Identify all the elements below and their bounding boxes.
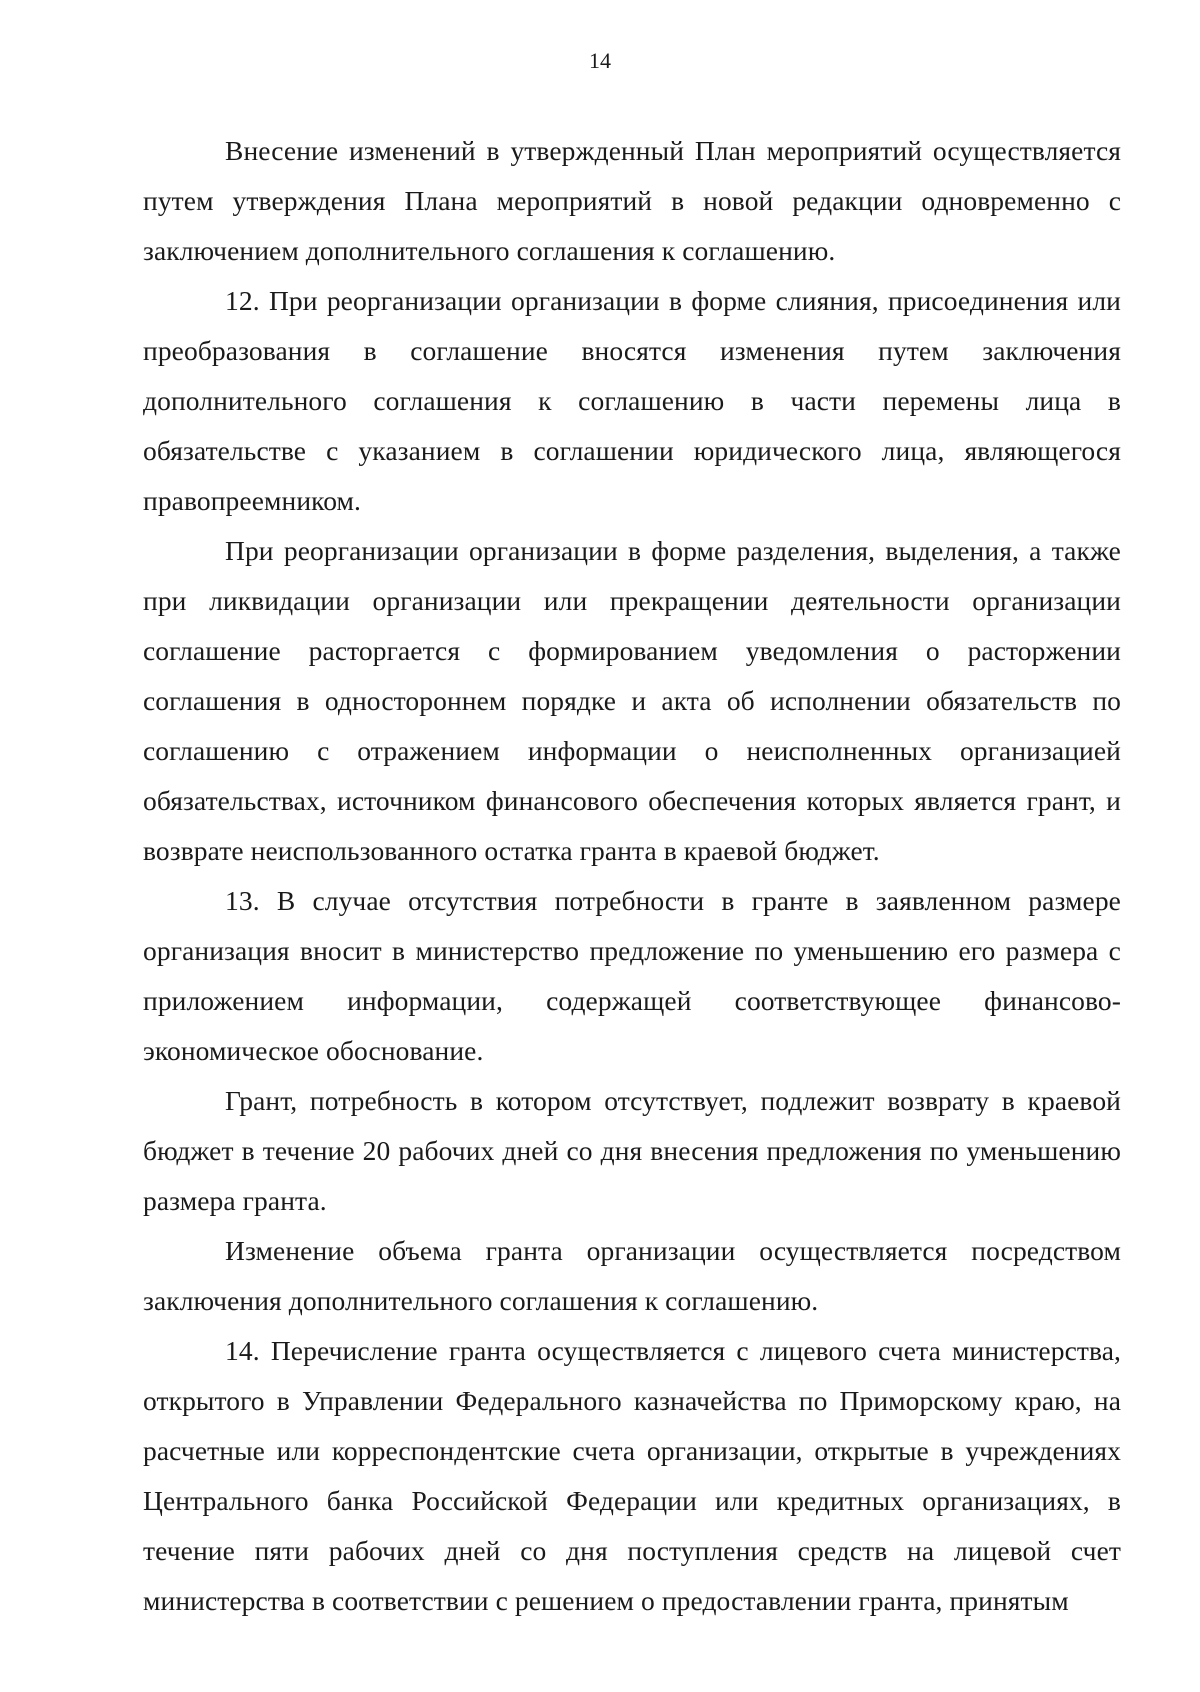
paragraph-grant-return: Грант, потребность в котором отсутствует, подлежит возврату в краевой бюджет в течение 20 рабочих дней со дня внесения предложения по уменьшению размера гранта.: [143, 1085, 1121, 1216]
paragraph-plan-changes: Внесение изменений в утвержденный План мероприятий осуществляется путем утверждения Плана мероприятий в новой редакции одновременно с заключением дополнительного соглашения к соглашению.: [143, 135, 1121, 266]
page-number: 14: [589, 48, 611, 73]
paragraph-item-14: 14. Перечисление гранта осуществляется с лицевого счета министерства, открытого в Управлении Федерального казначейства по Приморскому краю, на расчетные или корреспондентские счета организации, открытые в учреждениях Центрального банка Российской Федерации или кредитных организациях, в течение пяти рабочих дней со дня поступления средств на лицевой счет министерства в соответствии с решением о предоставлении гранта, принятым: [143, 1335, 1121, 1616]
document-body: [143, 126, 1121, 1626]
paragraph-grant-amount-change: Изменение объема гранта организации осуществляется посредством заключения дополнительного соглашения к соглашению.: [143, 1235, 1121, 1316]
paragraph-reorganization-termination: При реорганизации организации в форме разделения, выделения, а также при ликвидации организации или прекращении деятельности организации соглашение расторгается с формированием уведомления о расторжении соглашения в одностороннем порядке и акта об исполнении обязательств по соглашению с отражением информации о неисполненных организацией обязательствах, источником финансового обеспечения которых является грант, и возврате неиспользованного остатка гранта в краевой бюджет.: [143, 535, 1121, 866]
paragraph-item-12: 12. При реорганизации организации в форме слияния, присоединения или преобразования в соглашение вносятся изменения путем заключения дополнительного соглашения к соглашению в части перемены лица в обязательстве с указанием в соглашении юридического лица, являющегося правопреемником.: [143, 285, 1121, 516]
paragraph-item-13: 13. В случае отсутствия потребности в гранте в заявленном размере организация вносит в министерство предложение по уменьшению его размера с приложением информации, содержащей соответствующее финансово-экономическое обоснование.: [143, 885, 1121, 1066]
